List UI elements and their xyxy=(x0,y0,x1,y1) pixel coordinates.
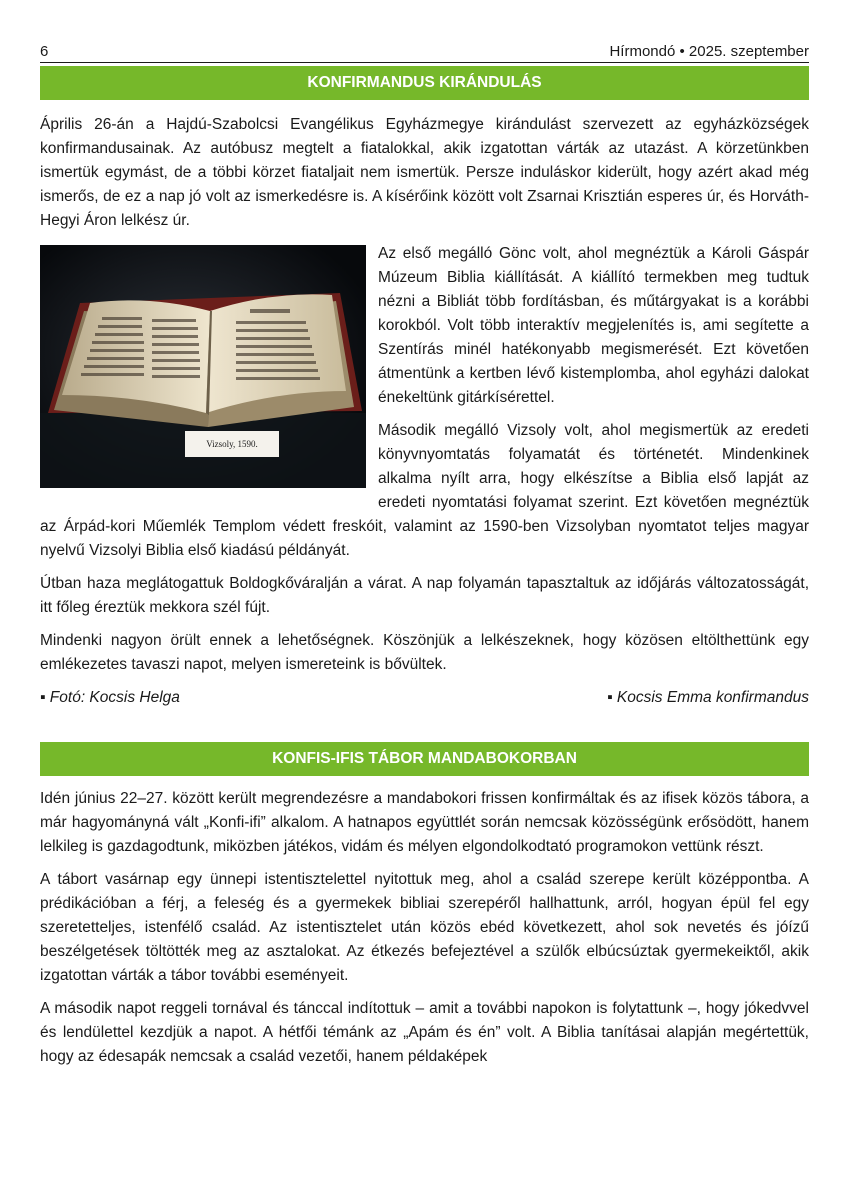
photo-credit: ▪ Fotó: Kocsis Helga xyxy=(40,689,180,706)
newsletter-page xyxy=(40,38,809,1078)
photo-label: Vizsoly, 1590. xyxy=(206,439,258,449)
article2-paragraph: Idén június 22–27. között került megrendezésre a mandabokori frissen konfirmáltak és az ifisek közös tábora, a már hagyományná vált „Konfi-ifi” alkalom. A hatnapos együttlét során nemcsak közösségünk erősödött, hanem lelkileg is gazdagodtunk, miközben játékos, vidám és mélyen elgondolkodtató programokon vettünk részt. xyxy=(40,790,809,855)
running-header xyxy=(40,38,809,63)
article2-paragraph: A tábort vasárnap egy ünnepi istentisztelettel nyitottuk meg, ahol a család szerepe került középpontba. A prédikációban a férj, a feleség és a gyermekek bibliai szerepéről hallhattunk, arról, hogyan épül fel egy szeretetteljes, istenfélő család. Az istentisztelet után közös ebéd következett, ahol sok nevetés és jóízű beszélgetések töltötték meg az asztalokat. Az étkezés befejeztével a szülők elbúcsúztak gyermekeiktől, akik izgatottan várták a tábor további eseményeit. xyxy=(40,871,809,984)
article1-title: KONFIRMANDUS KIRÁNDULÁS xyxy=(40,66,809,100)
article1-paragraph: Az első megálló Gönc volt, ahol megnéztük a Károli Gáspár Múzeum Biblia kiállítását. A kiállító termekben meg tudtuk nézni a Bibliát több fordításban, és műtárgyakat is a korábbi korokból. Volt több interaktív megjelenítés is, ami segítette a Szentírás minél hatékonyabb megismerését. Ezt követően átmentünk a kertben lévő kistemplomba, ahol egyházi dalokat énekeltünk gitárkísérettel. xyxy=(378,245,809,406)
article1-credits xyxy=(40,686,809,710)
article1-paragraph: Mindenki nagyon örült ennek a lehetőségnek. Köszönjük a lelkészeknek, hogy közösen eltölthettünk egy emlékezetes tavaszi napot, melyen ismereteink is bővültek. xyxy=(40,632,809,673)
article1-paragraph: Április 26-án a Hajdú-Szabolcsi Evangélikus Egyházmegye kirándulást szervezett az egyházközségek konfirmandusainak. Az autóbusz megtelt a fiatalokkal, akik izgatottan várták az utazást. A körzetünkben ismertük egymást, de a többi körzet fiataljait nem ismertük. Persze induláskor kiderült, hogy azért akad még ismerős, de ez a nap jó volt az ismerkedésre is. A kísérőink között volt Zsarnai Krisztián esperes úr, és Horváth-Hegyi Áron lelkész úr. xyxy=(40,116,809,229)
article1-paragraph: Második megálló Vizsoly volt, ahol megismertük az eredeti könyvnyomtatás folyamatát és történetét. Mindenkinek alkalma nyílt arra, hogy elkészítse a Biblia első lapját az eredeti nyomtatási folyamat szerint. Ezt követően megnéztük az Árpád-kori Műemlék Templom védett freskóit, valamint az 1590-ben Vizsolyban nyomtatot teljes magyar nyelvű Vizsolyi Biblia első kiadású példányát. xyxy=(40,422,809,559)
page-number: 6 xyxy=(40,43,49,60)
publication-info: Hírmondó • 2025. szeptember xyxy=(609,43,809,60)
author-credit: ▪ Kocsis Emma konfirmandus xyxy=(607,689,809,706)
article1-paragraph: Útban haza meglátogattuk Boldogkőváralján a várat. A nap folyamán tapasztaltuk az időjárás változatosságát, itt főleg éreztük mekkora szél fújt. xyxy=(40,575,809,616)
article2-paragraph: A második napot reggeli tornával és tánccal indítottuk – amit a további napokon is folytattunk –, hogy jókedvvel és lendülettel kezdjük a napot. A hétfői témánk az „Apám és én” volt. A Biblia tanításai alapján megértettük, hogy az édesapák nemcsak a család vezetői, hanem példaképek xyxy=(40,1000,809,1065)
bible-photo xyxy=(40,245,366,488)
article2-title: KONFIS-IFIS TÁBOR MANDABOKORBAN xyxy=(40,742,809,776)
